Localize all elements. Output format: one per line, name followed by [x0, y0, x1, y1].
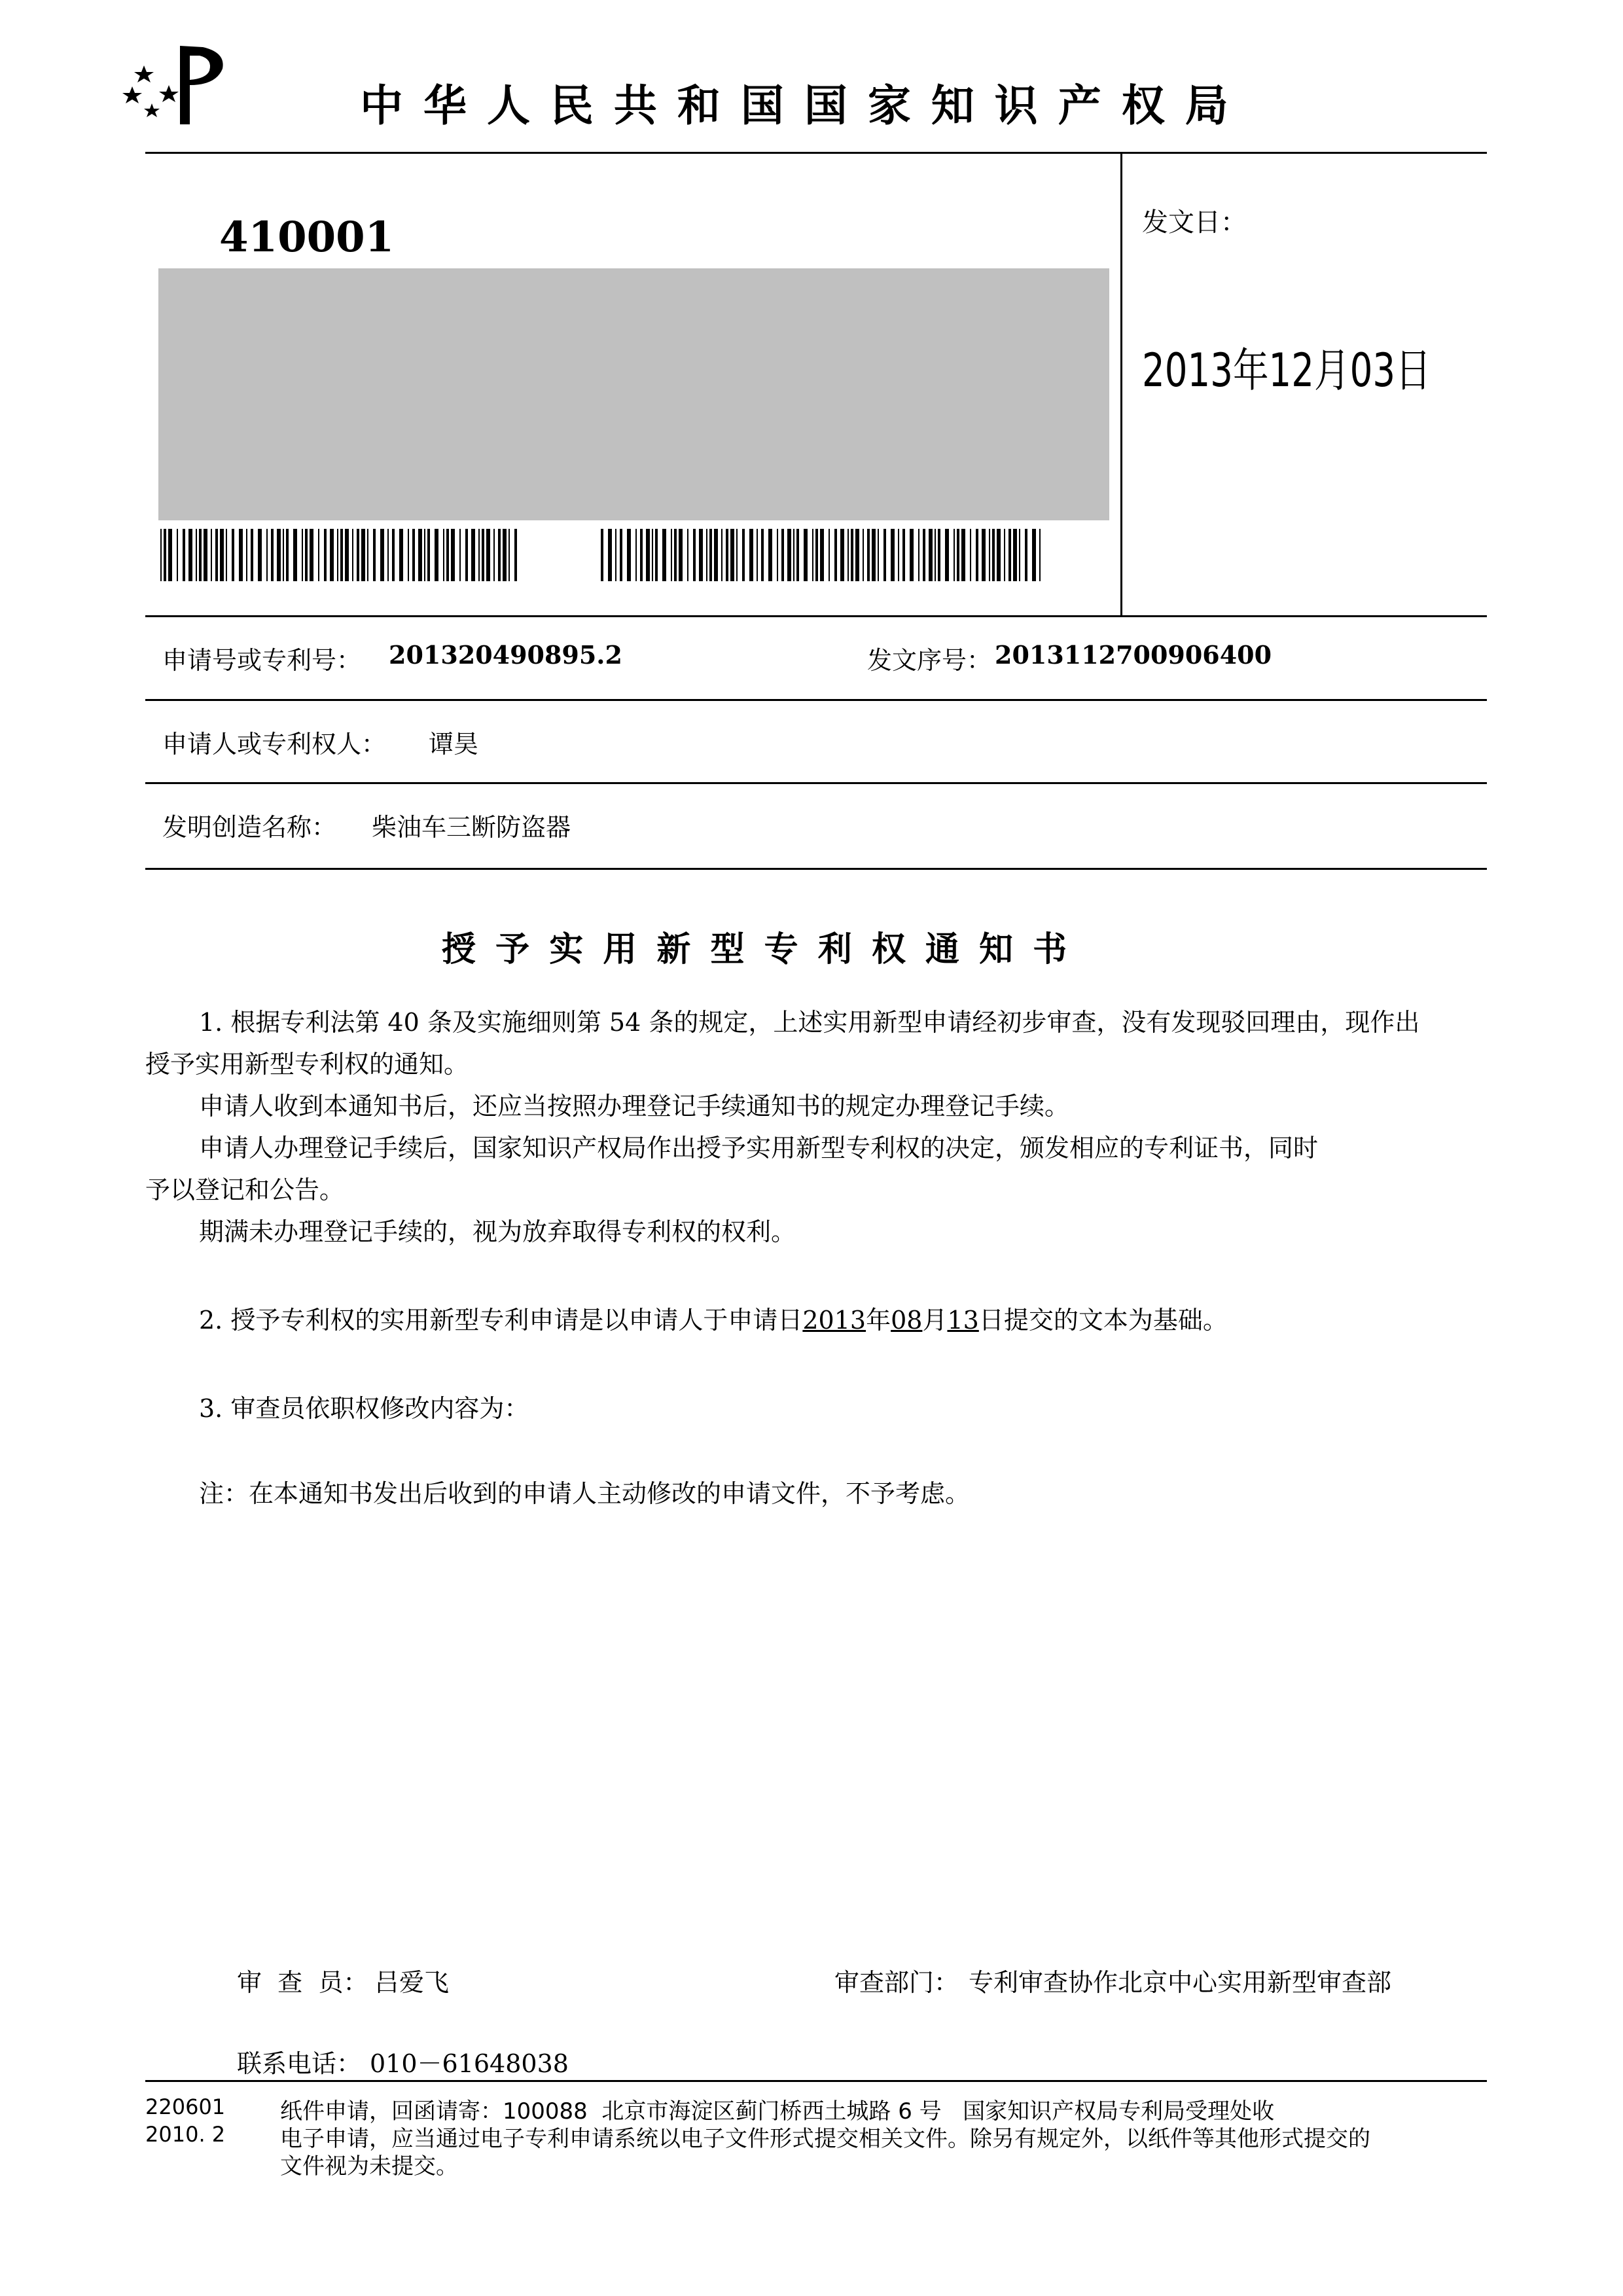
dispatch-date: 2013年12月03日	[1142, 344, 1431, 397]
barcode-bar	[777, 529, 778, 581]
barcode-bar	[872, 529, 876, 581]
barcode-bar	[486, 529, 490, 581]
postal-code: 410001	[219, 213, 395, 262]
barcode-bar	[851, 529, 853, 581]
barcode-bar	[706, 529, 707, 581]
barcode-bar	[627, 529, 631, 581]
barcode-bar	[945, 529, 949, 581]
clause-1-expiry: 期满未办理登记手续的，视为放弃取得专利权的权利。	[199, 1217, 796, 1246]
barcode-bar	[459, 529, 461, 581]
barcode-bar	[199, 529, 202, 581]
barcode-bar	[793, 529, 794, 581]
barcode-bar	[910, 529, 914, 581]
redacted-address	[158, 268, 1109, 520]
barcode-bar	[957, 529, 959, 581]
barcode-bar	[898, 529, 899, 581]
barcode-bar	[730, 529, 734, 581]
barcode-bar	[742, 529, 745, 581]
barcode-bar	[863, 529, 864, 581]
barcode-bar	[834, 529, 837, 581]
barcode-bar	[345, 529, 349, 581]
barcode-bar	[177, 529, 178, 581]
barcode-bar	[160, 529, 162, 581]
footer-divider	[145, 2080, 1487, 2082]
barcode-bar	[655, 529, 658, 581]
barcode-bar	[352, 529, 353, 581]
barcode-bar	[443, 529, 444, 581]
barcode-bar	[482, 529, 484, 581]
barcode-bar	[1004, 529, 1005, 581]
department-label: 审查部门：	[834, 1968, 959, 1997]
barcode-right	[601, 529, 1043, 581]
barcode-bar	[608, 529, 612, 581]
barcode-bar	[387, 529, 389, 581]
barcode-bar	[373, 529, 376, 581]
barcode-bar	[938, 529, 940, 581]
barcode-bar	[781, 529, 784, 581]
barcode-bar	[330, 529, 334, 581]
barcode-bar	[635, 529, 637, 581]
barcode-bar	[620, 529, 622, 581]
barcode-bar	[982, 529, 986, 581]
barcode-bar	[935, 529, 936, 581]
barcode-bar	[829, 529, 830, 581]
barcode-bar	[286, 529, 289, 581]
barcode-bar	[757, 529, 758, 581]
info-divider-4	[145, 868, 1487, 870]
filing-year: 2013	[802, 1306, 866, 1335]
barcode-bar	[840, 529, 844, 581]
barcode-bar	[246, 529, 247, 581]
barcode-bar	[761, 529, 764, 581]
notice-title: 授 予 实 用 新 型 专 利 权 通 知 书	[442, 930, 1071, 969]
barcode-bar	[427, 529, 430, 581]
barcode-bar	[709, 529, 712, 581]
barcode-bar	[652, 529, 653, 581]
barcode-bar	[361, 529, 365, 581]
filing-year-unit: 年	[866, 1306, 891, 1335]
barcode-bar	[976, 529, 978, 581]
barcode-bar	[435, 529, 438, 581]
barcode-bar	[508, 529, 510, 581]
barcode-bar	[891, 529, 895, 581]
barcode-bar	[340, 529, 343, 581]
barcode-bar	[251, 529, 253, 581]
barcode-bar	[380, 529, 384, 581]
barcode-bar	[188, 529, 192, 581]
barcode-bar	[337, 529, 338, 581]
barcode-bar	[168, 529, 172, 581]
barcode-bar	[412, 529, 415, 581]
barcode-bar	[812, 529, 813, 581]
barcode-bar	[357, 529, 359, 581]
barcode-bar	[721, 529, 722, 581]
applicant-label: 申请人或专利权人：	[162, 730, 387, 759]
clause-1-line-1: 1. 根据专利法第 40 条及实施细则第 54 条的规定，上述实用新型申请经初步审查，没有发现驳回理由，现作出	[199, 1008, 1420, 1037]
serial-number: 2013112700906400	[995, 640, 1272, 670]
clause-2	[145, 1299, 1541, 1341]
examiner-name: 吕爱飞	[374, 1968, 450, 1997]
cnipa-logo	[118, 39, 242, 131]
electronic-submission-note-1: 电子申请，应当通过电子专利申请系统以电子文件形式提交相关文件。除另有规定外，以纸件等其他形式提交的	[280, 2126, 1370, 2152]
applicant-name: 谭昊	[429, 730, 479, 759]
clause-1-decision-line-2: 予以登记和公告。	[145, 1175, 345, 1204]
barcode-bar	[239, 529, 243, 581]
barcode-bar	[503, 529, 507, 581]
info-divider-2	[145, 699, 1487, 701]
barcode-bar	[878, 529, 879, 581]
barcode-bar	[646, 529, 650, 581]
barcode-bar	[992, 529, 995, 581]
barcode-bar	[714, 529, 718, 581]
form-code: 220601	[145, 2094, 226, 2119]
barcode-bar	[277, 529, 281, 581]
barcode-bar	[392, 529, 395, 581]
barcode-bar	[961, 529, 965, 581]
barcode-bar	[465, 529, 468, 581]
barcode-bar	[989, 529, 990, 581]
barcode-bar	[196, 529, 197, 581]
barcode-bar	[302, 529, 303, 581]
application-number-label: 申请号或专利号：	[162, 646, 362, 675]
barcode-bar	[471, 529, 475, 581]
application-number: 201320490895.2	[389, 640, 622, 670]
info-divider-1	[145, 615, 1487, 617]
barcode-bar	[211, 529, 212, 581]
barcode-bar	[787, 529, 791, 581]
barcode-bar	[418, 529, 422, 581]
barcode-bar	[687, 529, 688, 581]
clause-2-suffix: 日提交的文本为基础。	[978, 1306, 1228, 1335]
barcode-bar	[918, 529, 919, 581]
barcode-bar	[220, 529, 224, 581]
barcode-bar	[815, 529, 818, 581]
barcode-bar	[902, 529, 905, 581]
barcode-bar	[615, 529, 616, 581]
serial-number-label: 发文序号：	[867, 646, 992, 675]
barcode-bar	[1025, 529, 1027, 581]
barcode-bar	[749, 529, 753, 581]
barcode-bar	[318, 529, 319, 581]
clause-3: 3. 审查员依职权修改内容为：	[199, 1394, 529, 1423]
barcode-bar	[954, 529, 955, 581]
barcode-bar	[768, 529, 772, 581]
barcode-bar	[399, 529, 403, 581]
barcode-bar	[493, 529, 495, 581]
clause-1-line-2: 授予实用新型专利权的通知。	[145, 1050, 469, 1079]
barcode-bar	[804, 529, 808, 581]
barcode-bar	[324, 529, 327, 581]
barcode-bar	[271, 529, 274, 581]
filing-day: 13	[947, 1306, 979, 1335]
barcode-bar	[258, 529, 262, 581]
barcode-bar	[929, 529, 933, 581]
barcode-bar	[408, 529, 409, 581]
barcode-bar	[997, 529, 1001, 581]
barcode-bar	[796, 529, 799, 581]
clause-1-registration: 申请人收到本通知书后，还应当按照办理登记手续通知书的规定办理登记手续。	[199, 1092, 1070, 1121]
barcode-bar	[310, 529, 313, 581]
info-divider-3	[145, 782, 1487, 784]
barcode-bar	[226, 529, 227, 581]
barcode-bar	[726, 529, 728, 581]
barcode-bar	[293, 529, 297, 581]
barcode-bar	[367, 529, 368, 581]
department-name: 专利审查协作北京中心实用新型审查部	[969, 1968, 1392, 1997]
barcode-bar	[867, 529, 870, 581]
examiner-label: 审 查 员：	[237, 1968, 368, 1997]
barcode-bar	[215, 529, 218, 581]
barcode-bar	[1039, 529, 1041, 581]
filing-month-unit: 月	[922, 1306, 948, 1335]
barcode-bar	[693, 529, 696, 581]
filing-month: 08	[891, 1306, 923, 1335]
phone-label: 联系电话：	[237, 2049, 362, 2078]
barcode-bar	[1008, 529, 1011, 581]
barcode-bar	[1019, 529, 1020, 581]
barcode-bar	[424, 529, 425, 581]
barcode-bar	[498, 529, 501, 581]
barcode-bar	[232, 529, 234, 581]
barcode-bar	[164, 529, 166, 581]
clause-2-prefix: 2. 授予专利权的实用新型专利申请是以申请人于申请日	[199, 1306, 803, 1335]
clause-1-decision-line-1: 申请人办理登记手续后，国家知识产权局作出授予实用新型专利权的决定，颁发相应的专利证书，同时	[199, 1134, 1319, 1162]
agency-name: 中 华 人 民 共 和 国 国 家 知 识 产 权 局	[360, 81, 1231, 131]
form-version: 2010. 2	[145, 2122, 226, 2147]
barcode-bar	[204, 529, 207, 581]
electronic-submission-note-2: 文件视为未提交。	[280, 2153, 458, 2179]
barcode-bar	[305, 529, 308, 581]
barcode-bar	[820, 529, 824, 581]
barcode-bar	[671, 529, 672, 581]
paper-submission-note: 纸件申请，回函请寄：100088 北京市海淀区蓟门桥西土城路 6 号 国家知识产权局专利局受理处收	[280, 2098, 1275, 2125]
barcode-bar	[855, 529, 859, 581]
dispatch-column-divider	[1120, 152, 1122, 617]
barcode-bar	[283, 529, 284, 581]
barcode-bar	[736, 529, 738, 581]
barcode-bar	[1013, 529, 1017, 581]
barcode-bar	[1032, 529, 1036, 581]
barcode-bar	[847, 529, 849, 581]
barcode-bar	[970, 529, 971, 581]
barcode-bar	[699, 529, 703, 581]
barcode-bar	[883, 529, 886, 581]
barcode-left	[160, 529, 520, 581]
barcode-bar	[514, 529, 517, 581]
barcode-bar	[662, 529, 666, 581]
invention-title-label: 发明创造名称：	[162, 813, 337, 842]
phone-number: 010－61648038	[370, 2049, 569, 2078]
barcode-bar	[266, 529, 268, 581]
invention-title: 柴油车三断防盗器	[372, 813, 571, 842]
barcode-bar	[446, 529, 449, 581]
barcode-bar	[183, 529, 185, 581]
barcode-bar	[640, 529, 643, 581]
dispatch-date-label: 发文日：	[1142, 207, 1247, 238]
barcode-bar	[451, 529, 455, 581]
barcode-bar	[478, 529, 480, 581]
barcode-bar	[601, 529, 603, 581]
barcode-bar	[923, 529, 925, 581]
header-divider	[145, 152, 1487, 154]
barcode-bar	[679, 529, 683, 581]
notice-note: 注：在本通知书发出后收到的申请人主动修改的申请文件，不予考虑。	[199, 1479, 971, 1508]
barcode-bar	[674, 529, 677, 581]
